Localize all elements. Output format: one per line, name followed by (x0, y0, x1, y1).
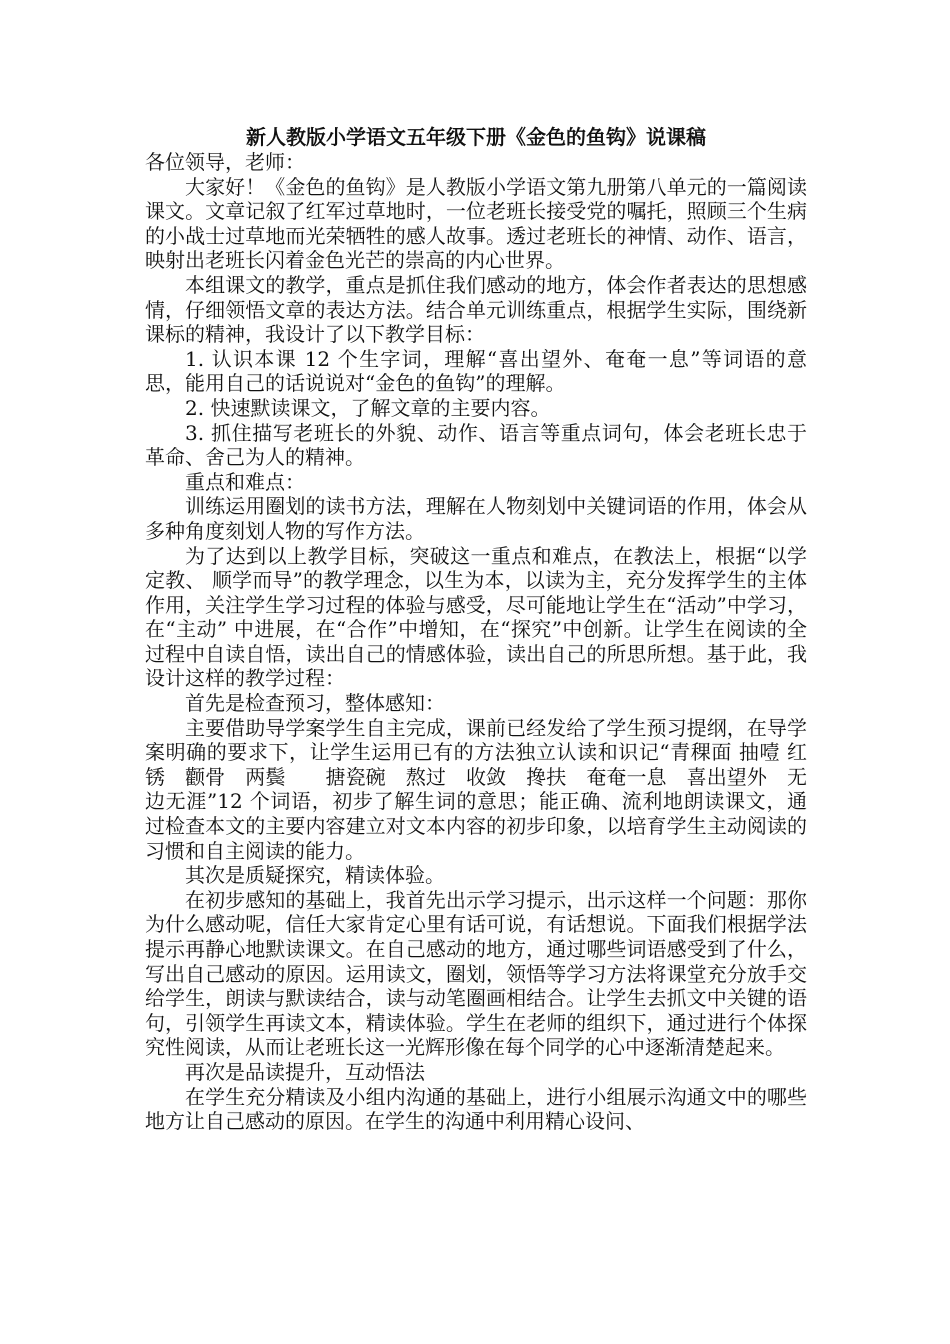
paragraph-key-points: 训练运用圈划的读书方法，理解在人物刻划中关键词语的作用，体会从多种角度刻划人物的写作方法。 (145, 494, 807, 543)
paragraph-intro: 大家好！《金色的鱼钩》是人教版小学语文第九册第八单元的一篇阅读课文。文章记叙了红军过草地时，一位老班长接受党的嘱托，照顾三个生病的小战士过草地而光荣牺牲的感人故事。透过老班长的神情、动作、语言，映射出老班长闪着金色光芒的崇高的内心世界。 (145, 174, 807, 273)
goal-item-1: 1. 认识本课 12 个生字词，理解“喜出望外、奄奄一息”等词语的意思，能用自己的话说说对“金色的鱼钩”的理解。 (145, 346, 807, 396)
document-title: 新人教版小学语文五年级下册《金色的鱼钩》说课稿 (246, 125, 706, 149)
goal-item-3: 3. 抓住描写老班长的外貌、动作、语言等重点词句，体会老班长忠于革命、舍己为人的精神。 (145, 420, 807, 470)
section-heading-preview: 首先是检查预习，整体感知： (185, 691, 445, 716)
paragraph-preview: 主要借助导学案学生自主完成，课前已经发给了学生预习提纲，在导学案明确的要求下，让学生运用已有的方法独立认读和识记“青稞面 抽噎 红锈 颧骨 两鬓 搪瓷碗 熬过 收敛 搀扶 奄奄一息 喜出望外 无边无涯”12 个词语，初步了解生词的意思；能正确、流利地朗读课文，通过检查本文的主要内容建立对文本内容的初步印象，以培育学生主动阅读的习惯和自主阅读的能力。 (145, 715, 807, 863)
greeting: 各位领导，老师： (145, 150, 305, 174)
goal-item-2: 2. 快速默读课文，了解文章的主要内容。 (185, 395, 551, 420)
section-heading-reading: 再次是品读提升，互动悟法 (185, 1059, 425, 1084)
paragraph-inquiry: 在初步感知的基础上，我首先出示学习提示，出示这样一个问题：那你为什么感动呢，信任大家肯定心里有话可说，有话想说。下面我们根据学法提示再静心地默读课文。在自己感动的地方，通过哪些词语感受到了什么，写出自己感动的原因。运用读文，圈划，领悟等学习方法将课堂充分放手交给学生，朗读与默读结合，读与动笔圈画相结合。让学生去抓文中关键的语句，引领学生再读文本，精读体验。学生在老师的组织下，通过进行个体探究性阅读，从而让老班长这一光辉形像在每个同学的心中逐渐清楚起来。 (145, 887, 807, 1060)
document-page (145, 124, 807, 1134)
paragraph-teaching-focus: 本组课文的教学，重点是抓住我们感动的地方，体会作者表达的思想感情，仔细领悟文章的表达方法。结合单元训练重点，根据学生实际，围绕新课标的精神，我设计了以下教学目标： (145, 272, 807, 347)
paragraph-reading: 在学生充分精读及小组内沟通的基础上，进行小组展示沟通文中的哪些地方让自己感动的原因。在学生的沟通中利用精心设问、 (145, 1084, 807, 1134)
section-heading-key-points: 重点和难点： (185, 469, 305, 494)
section-heading-inquiry: 其次是质疑探究，精读体验。 (185, 863, 445, 888)
paragraph-teaching-method: 为了达到以上教学目标，突破这一重点和难点，在教法上，根据“以学定教、 顺学而导”的教学理念，以生为本，以读为主，充分发挥学生的主体作用，关注学生学习过程的体验与感受，尽可能地让学生在“活动”中学习，在“主动” 中进展，在“合作”中增知，在“探究”中创新。让学生在阅读的全过程中自读自悟，读出自己的情感体验，读出自己的所思所想。基于此，我设计这样的教学过程： (145, 543, 807, 691)
